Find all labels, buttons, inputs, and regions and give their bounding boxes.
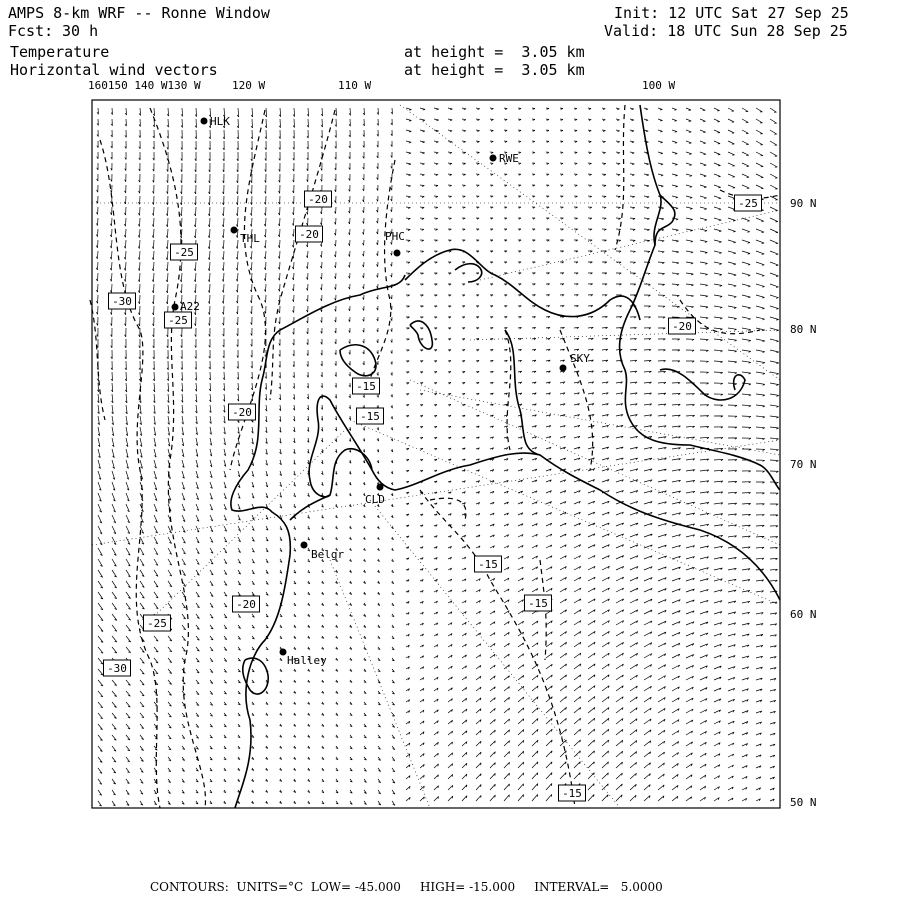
lon-label-100: 100 W bbox=[642, 79, 676, 92]
station-marker bbox=[394, 250, 401, 257]
contour-label bbox=[353, 378, 380, 394]
station-label: Belgr bbox=[311, 548, 345, 561]
field-temperature-height: at height = 3.05 km bbox=[404, 43, 585, 61]
station-label: THL bbox=[240, 232, 260, 245]
svg-text:-15: -15 bbox=[360, 410, 380, 423]
station-marker bbox=[172, 304, 179, 311]
contour-label bbox=[109, 293, 136, 309]
svg-text:-25: -25 bbox=[147, 617, 167, 630]
lat-label-70: 70 N bbox=[790, 458, 817, 471]
lat-label-50: 50 N bbox=[790, 796, 817, 809]
contour-label bbox=[104, 660, 131, 676]
contour-label bbox=[165, 312, 192, 328]
field-temperature: Temperature bbox=[10, 43, 110, 61]
init-time: Init: 12 UTC Sat 27 Sep 25 bbox=[614, 4, 849, 22]
contour-label bbox=[305, 191, 332, 207]
contour-label bbox=[296, 226, 323, 242]
station-rwe bbox=[490, 152, 519, 165]
svg-text:-15: -15 bbox=[478, 558, 498, 571]
contour-info-footer: CONTOURS: UNITS=°C LOW= -45.000 HIGH= -15.000 INTERVAL= 5.0000 bbox=[150, 880, 663, 894]
valid-time: Valid: 18 UTC Sun 28 Sep 25 bbox=[604, 22, 848, 40]
station-label: A22 bbox=[180, 300, 200, 313]
field-wind-height: at height = 3.05 km bbox=[404, 61, 585, 79]
svg-text:-15: -15 bbox=[356, 380, 376, 393]
coastline bbox=[231, 105, 780, 808]
station-marker bbox=[560, 365, 567, 372]
contour-label bbox=[735, 195, 762, 211]
field-wind: Horizontal wind vectors bbox=[10, 61, 218, 79]
station-label: Halley bbox=[287, 654, 327, 667]
station-label: HLK bbox=[210, 115, 230, 128]
station-marker bbox=[280, 649, 287, 656]
station-a22 bbox=[172, 300, 200, 313]
svg-text:-20: -20 bbox=[232, 406, 252, 419]
contour-label bbox=[669, 318, 696, 334]
svg-text:-20: -20 bbox=[236, 598, 256, 611]
station-phc bbox=[385, 230, 405, 257]
station-label: RWE bbox=[499, 152, 519, 165]
svg-text:-25: -25 bbox=[168, 314, 188, 327]
contour-label bbox=[525, 595, 552, 611]
svg-text:-25: -25 bbox=[738, 197, 758, 210]
station-hlk bbox=[201, 115, 231, 128]
station-label: CLD bbox=[365, 493, 385, 506]
svg-text:-20: -20 bbox=[299, 228, 319, 241]
contour-label bbox=[357, 408, 384, 424]
lat-label-80: 80 N bbox=[790, 323, 817, 336]
contour-label bbox=[559, 785, 586, 801]
station-belgr bbox=[301, 542, 345, 562]
station-marker bbox=[377, 484, 384, 491]
lat-label-90: 90 N bbox=[790, 197, 817, 210]
forecast-label: Fcst: bbox=[8, 22, 54, 40]
station-label: SKY bbox=[570, 352, 590, 365]
station-label: PHC bbox=[385, 230, 405, 243]
station-halley bbox=[280, 649, 328, 668]
graticule bbox=[92, 105, 780, 808]
lat-label-60: 60 N bbox=[790, 608, 817, 621]
svg-text:-25: -25 bbox=[174, 246, 194, 259]
svg-text:-20: -20 bbox=[308, 193, 328, 206]
svg-text:-15: -15 bbox=[528, 597, 548, 610]
lon-label-160: 160150 140 W130 W bbox=[88, 79, 201, 92]
svg-text:-20: -20 bbox=[672, 320, 692, 333]
svg-text:-15: -15 bbox=[562, 787, 582, 800]
contour-label bbox=[475, 556, 502, 572]
contour-label bbox=[229, 404, 256, 420]
svg-text:-30: -30 bbox=[112, 295, 132, 308]
station-sky bbox=[560, 352, 591, 372]
lon-label-110: 110 W bbox=[338, 79, 372, 92]
wind-vector-field bbox=[96, 108, 779, 806]
station-marker bbox=[301, 542, 308, 549]
map-frame bbox=[92, 100, 780, 808]
station-thl bbox=[231, 227, 261, 246]
forecast-hour: 30 h bbox=[62, 22, 99, 40]
station-cld bbox=[365, 484, 385, 507]
station-marker bbox=[201, 118, 208, 125]
station-marker bbox=[231, 227, 238, 234]
contour-label bbox=[233, 596, 260, 612]
contour-label bbox=[144, 615, 171, 631]
lon-label-120: 120 W bbox=[232, 79, 266, 92]
station-group bbox=[172, 115, 591, 667]
chart-title: AMPS 8-km WRF -- Ronne Window bbox=[8, 4, 270, 22]
svg-text:-30: -30 bbox=[107, 662, 127, 675]
contour-label bbox=[171, 244, 198, 260]
station-marker bbox=[490, 155, 497, 162]
